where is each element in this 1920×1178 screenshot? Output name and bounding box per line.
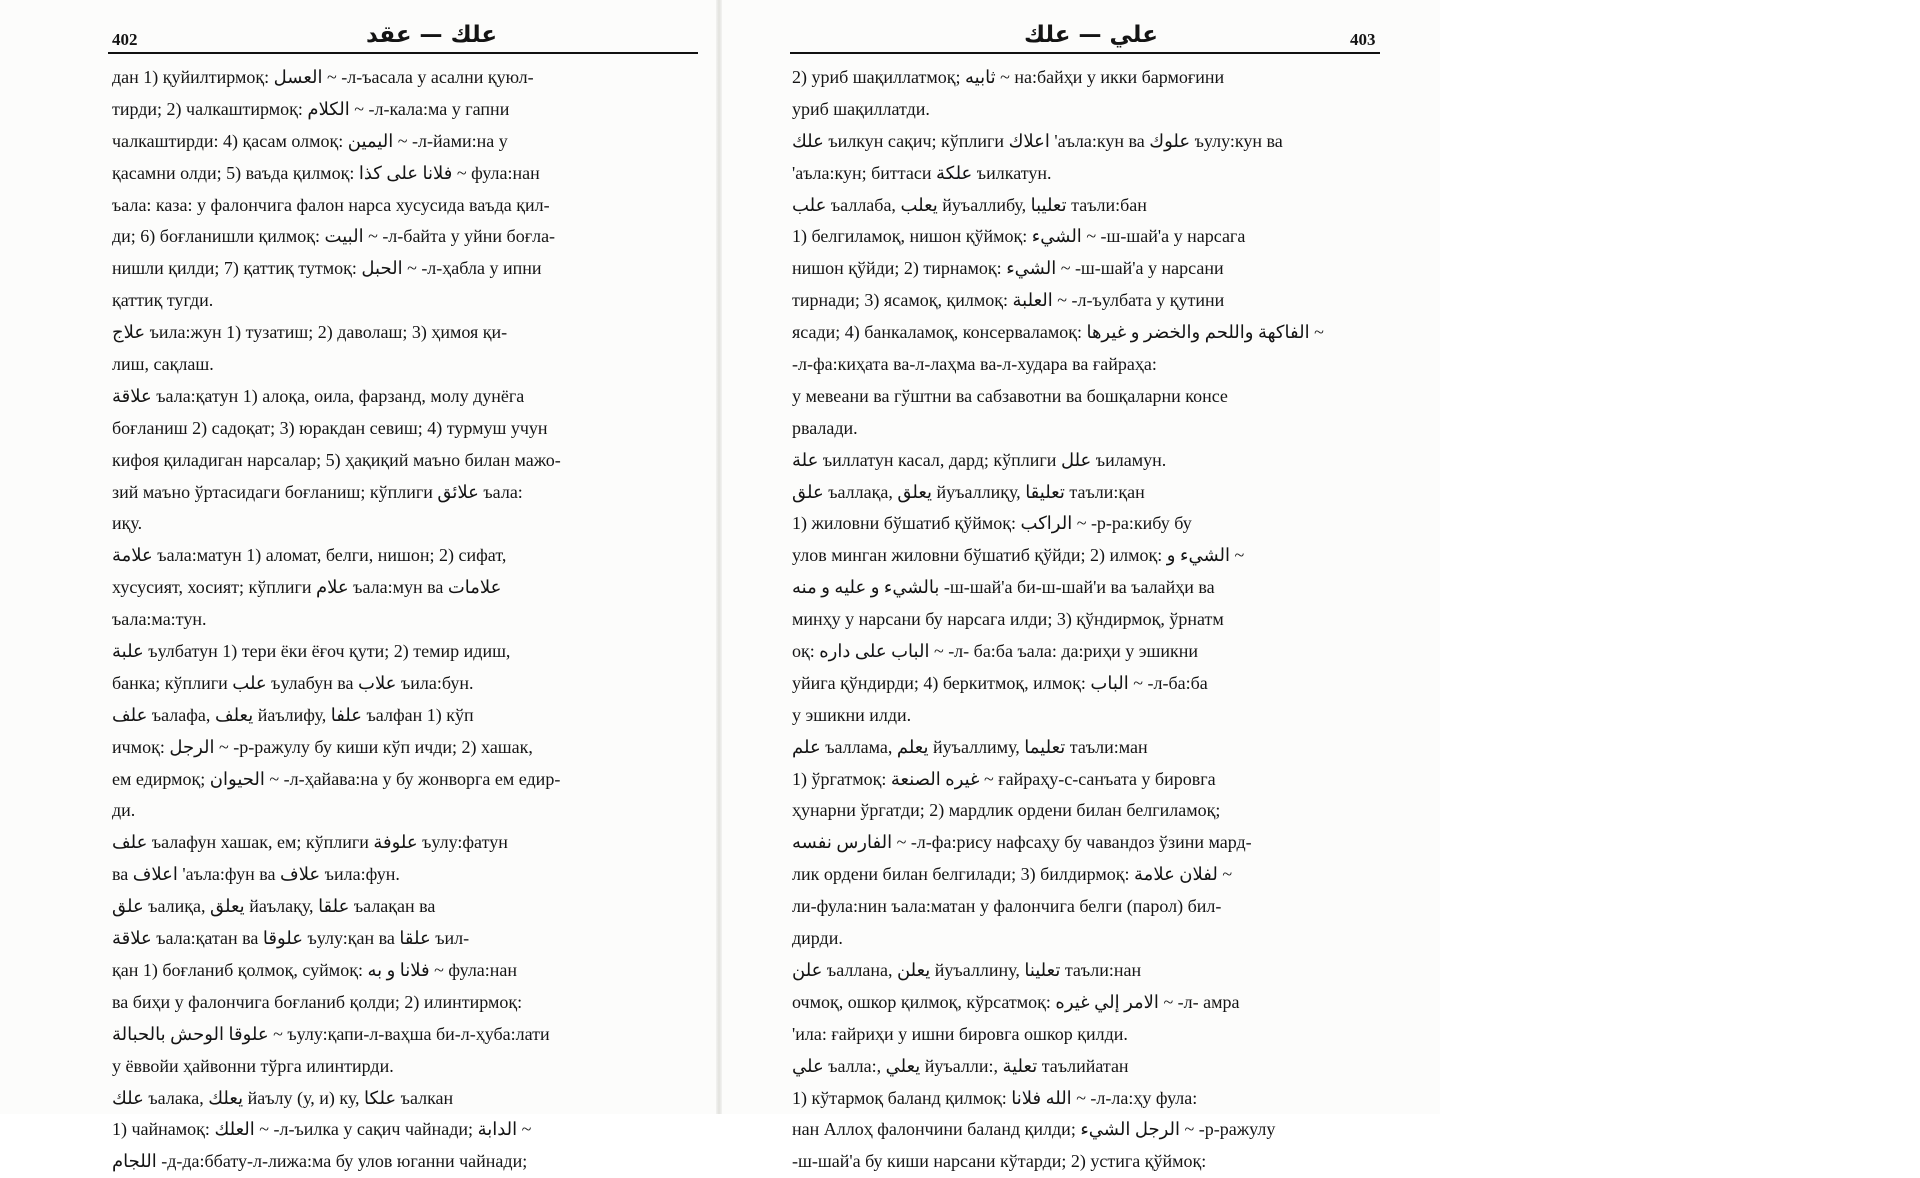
text-line: 2) уриб шақиллатмоқ; ثابيه ~ на:байҳи у икки бармоғини [792, 67, 1225, 87]
text-line: оқ: الباب على داره ~ -л- ба:ба ъала: да:риҳи у эшикни [792, 641, 1199, 662]
text-line: ва اعلاف 'аъла:фун ва علاف ъила:фун. [112, 864, 400, 885]
text-line: қасамни олди; 5) ваъда қилмоқ: فلانا على كذا ~ фула:нан [112, 162, 540, 183]
text-line: علامة ъала:матун 1) аломат, белги, нишон; 2) сифат, [112, 545, 507, 566]
text-line: нан Аллоҳ фалончини баланд қилди; الرجل الشيء ~ -р-ражулу [792, 1119, 1276, 1140]
text-line: зий маъно ўртасидаги боғланиш; кўплиги علائق ъала: [112, 481, 523, 502]
text-line: الفارس نفسه ~ -л-фа:рису нафсаҳу бу чавандоз ўзини мард- [792, 832, 1252, 853]
text-line: علي ъалла:, يعلي йуъалли:, تعلية таълийатан [792, 1055, 1129, 1076]
text-line: علبة ъулбатун 1) тери ёки ёғоч қути; 2) темир идиш, [112, 641, 511, 662]
left-page [0, 0, 718, 1172]
text-line: 1) кўтармоқ баланд қилмоқ: الله فلانا ~ -л-ла:ҳу фула: [792, 1087, 1198, 1108]
running-head: علك — عقد [366, 22, 498, 48]
text-line: اللجام -д-да:ббату-л-лижа:ма бу улов юганни чайнади; [112, 1151, 528, 1172]
text-line: рвалади. [792, 417, 858, 438]
text-line: чалкаштирди: 4) қасам олмоқ: اليمين ~ -л-йами:на у [112, 130, 508, 151]
text-line: у ёввойи ҳайвонни тўрга илинтирди. [112, 1055, 394, 1076]
text-line: ичмоқ: الرجل ~ -р-ражулу бу киши кўп ичди; 2) хашак, [112, 736, 533, 757]
text-line: علوقا الوحش بالحبالة ~ ъулу:қапи-л-ваҳша би-л-ҳуба:лати [112, 1023, 550, 1044]
text-line: 1) ўргатмоқ: غيره الصنعة ~ ғайраҳу-с-санъата у бировга [792, 768, 1216, 789]
text-line: лиш, сақлаш. [112, 354, 214, 375]
running-head: علي — علك [1024, 22, 1158, 48]
text-line: بالشيء و عليه و منه -ш-шай'а би-ш-шай'и ва ъалайҳи ва [792, 577, 1215, 598]
text-line: علاج ъила:жун 1) тузатиш; 2) даволаш; 3) ҳимоя қи- [112, 322, 508, 343]
text-line: 'аъла:кун; биттаси علكة ъилкатун. [792, 162, 1052, 183]
text-line: ясади; 4) банкаламоқ, консерваламоқ: الفاكهة واللحم والخضر و غيرها ~ [792, 322, 1324, 343]
text-line: ди. [112, 800, 136, 821]
page-number: 403 [1350, 30, 1376, 49]
header-rule [108, 52, 698, 54]
text-line: дирди. [792, 928, 843, 949]
text-line: 1) белгиламоқ, нишон қўймоқ: الشيء ~ -ш-шай'а у нарсага [792, 226, 1246, 247]
text-line: -л-фа:киҳата ва-л-лаҳма ва-л-худара ва ғайраҳа: [792, 354, 1157, 375]
text-line: улов минган жиловни бўшатиб қўйди; 2) илмоқ: الشيء و ~ [792, 545, 1245, 566]
text-line: علب ъаллаба, يعلب йуъаллибу, تعليبا таъли:бан [792, 194, 1147, 215]
text-line: ли-фула:нин ъала:матан у фалончига белги (парол) бил- [792, 896, 1222, 917]
text-line: ъала:ма:тун. [112, 609, 207, 630]
page-number: 402 [112, 30, 138, 49]
text-line: у эшикни илди. [792, 704, 912, 725]
text-line: علك ъалака, يعلك йаълу (у, и) ку, علكا ъалкан [112, 1087, 454, 1108]
right-page [722, 0, 1440, 1172]
text-line: минҳу у нарсани бу нарсага илди; 3) қўндирмоқ, ўрнатм [792, 609, 1224, 630]
text-line: лик ордени билан белгилади; 3) билдирмоқ: لفلان علامة ~ [792, 864, 1233, 885]
text-line: ҳунарни ўргатди; 2) мардлик ордени билан белгиламоқ; [792, 800, 1221, 821]
text-line: علف ъалафа, يعلف йаълифу, علفا ъалфан 1) кўп [112, 704, 474, 725]
text-line: علق ъалиқа, يعلق йаълақу, علقا ъалақан ва [112, 896, 436, 917]
text-line: қаттиқ тугди. [112, 290, 214, 311]
text-line: дан 1) қуйилтирмоқ: العسل ~ -л-ъасала у асални қуюл- [112, 67, 534, 87]
text-line: 1) жиловни бўшатиб қўймоқ: الراكب ~ -р-ра:кибу бу [792, 513, 1192, 534]
text-line: боғланиш 2) садоқат; 3) юракдан севиш; 4) турмуш учун [112, 417, 548, 438]
text-line: 1) чайнамоқ: العلك ~ -л-ъилка у сақич чайнади; الدابة ~ [112, 1119, 532, 1140]
text-line: хусусият, хосият; кўплиги علام ъала:мун ва علامات [112, 577, 502, 598]
text-line: علة ъиллатун касал, дард; кўплиги علل ъиламун. [792, 449, 1167, 470]
text-line: тирди; 2) чалкаштирмоқ: الكلام ~ -л-кала:ма у гапни [112, 98, 510, 119]
text-line: нишон қўйди; 2) тирнамоқ: الشيء ~ -ш-шай'а у нарсани [792, 258, 1224, 279]
text-line: ва биҳи у фалончига боғланиб қолди; 2) илинтирмоқ: [112, 991, 523, 1012]
header-rule [790, 52, 1380, 54]
right-text-column [792, 62, 1388, 1178]
text-line: банка; кўплиги علب ъулабун ва علاب ъила:бун. [112, 672, 474, 693]
text-line: علم ъаллама, يعلم йуъаллиму, تعليما таъли:ман [792, 736, 1148, 757]
left-text-column [112, 62, 708, 1178]
text-line: 'ила: ғайриҳи у ишни бировга ошкор қилди. [792, 1023, 1128, 1044]
text-line: уриб шақиллатди. [792, 98, 930, 119]
text-line: у мевеани ва гўштни ва сабзавотни ва бошқаларни консе [792, 385, 1228, 406]
text-line: علف ъалафун хашак, ем; кўплиги علوفة ъулу:фатун [112, 832, 508, 853]
text-line: иқу. [112, 513, 143, 534]
text-line: علق ъаллақа, يعلق йуъаллиқу, تعليقا таъли:қан [792, 481, 1145, 502]
text-line: علن ъаллана, يعلن йуъаллину, تعلينا таъли:нан [792, 959, 1142, 980]
text-line: уйига қўндирди; 4) беркитмоқ, илмоқ: الباب ~ -л-ба:ба [792, 672, 1208, 693]
text-line: кифоя қиладиган нарсалар; 5) ҳақиқий маъно билан мажо- [112, 449, 561, 470]
text-line: علاقة ъала:қатан ва علوقا ъулу:қан ва علقا ъил- [112, 928, 470, 949]
text-line: очмоқ, ошкор қилмоқ, кўрсатмоқ: الامر إلي غيره ~ -л- амра [792, 991, 1240, 1012]
text-line: علاقة ъала:қатун 1) алоқа, оила, фарзанд, молу дунёга [112, 385, 525, 406]
text-line: -ш-шай'а бу киши нарсани кўтарди; 2) устига қўймоқ: [792, 1151, 1207, 1172]
text-line: ди; 6) боғланишли қилмоқ: البيت ~ -л-байта у уйни боғла- [112, 226, 556, 247]
text-line: علك ъилкун сақич; кўплиги اعلاك 'аъла:кун ва علوك ъулу:кун ва [792, 130, 1283, 151]
text-line: тирнади; 3) ясамоқ, қилмоқ: العلبة ~ -л-ъулбата у қутини [792, 290, 1225, 311]
text-line: ем едирмоқ; الحيوان ~ -л-ҳайава:на у бу жонворга ем едир- [112, 768, 561, 789]
text-line: ъала: каза: у фалончига фалон нарса хусусида ваъда қил- [112, 194, 550, 215]
text-line: нишли қилди; 7) қаттиқ тутмоқ: الحبل ~ -л-ҳабла у ипни [112, 258, 542, 279]
text-line: қан 1) боғланиб қолмоқ, суймоқ: فلانا و به ~ фула:нан [112, 959, 518, 980]
